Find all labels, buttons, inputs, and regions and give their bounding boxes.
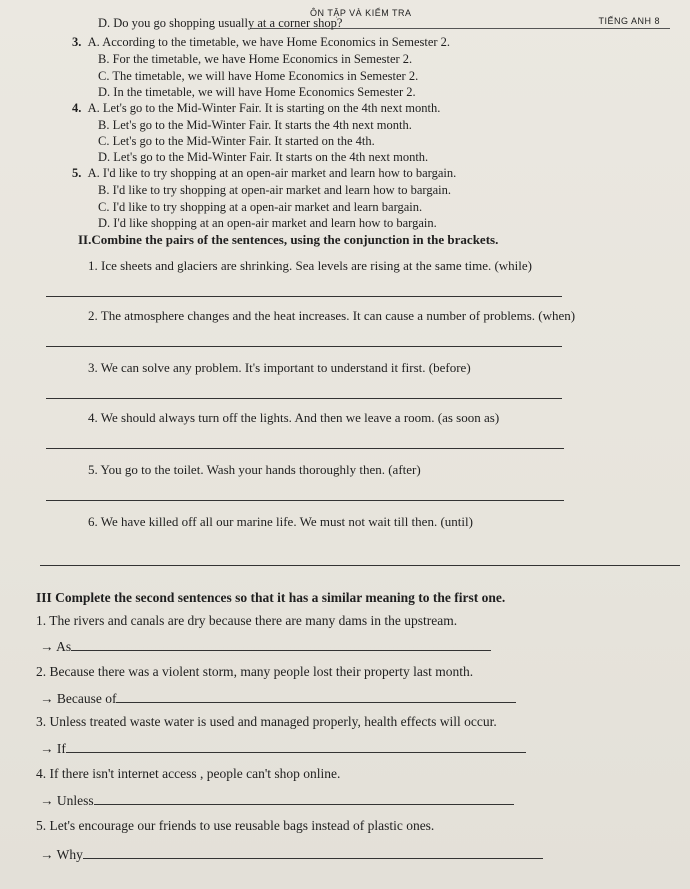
- answer-blank[interactable]: [66, 740, 526, 753]
- transform-answer-2[interactable]: [40, 690, 516, 707]
- answer-line-5[interactable]: [46, 500, 564, 501]
- transform-answer-1[interactable]: [40, 638, 491, 655]
- answer-blank[interactable]: [83, 846, 543, 859]
- arrow-icon: →: [40, 741, 54, 756]
- arrow-icon: →: [40, 847, 54, 862]
- combine-item-4: 4. We should always turn off the lights. And then we leave a room. (as soon as): [88, 410, 500, 425]
- transform-answer-3[interactable]: [40, 740, 526, 757]
- transform-item-3: 3. Unless treated waste water is used and managed properly, health effects will occur.: [36, 714, 497, 729]
- arrow-icon: →: [40, 793, 54, 808]
- transform-item-5: 5. Let's encourage our friends to use reusable bags instead of plastic ones.: [36, 818, 435, 833]
- answer-line-6[interactable]: [40, 565, 680, 566]
- answer-blank[interactable]: [71, 638, 491, 651]
- header-subject: TIẾNG ANH 8: [598, 16, 660, 26]
- option-line: B. Let's go to the Mid-Winter Fair. It starts the 4th next month.: [98, 118, 412, 132]
- answer-prefix: If: [56, 741, 66, 756]
- answer-prefix: Because of: [56, 691, 117, 706]
- arrow-icon: →: [40, 639, 54, 654]
- option-line: C. I'd like to try shopping at a open-air market and learn bargain.: [98, 200, 423, 214]
- combine-item-5: 5. You go to the toilet. Wash your hands thoroughly then. (after): [88, 462, 421, 477]
- answer-line-3[interactable]: [46, 398, 562, 399]
- option-line: C. The timetable, we will have Home Economics in Semester 2.: [98, 69, 419, 83]
- answer-line-1[interactable]: [46, 296, 562, 297]
- option-line: 5. A. I'd like to try shopping at an open-air market and learn how to bargain.: [72, 166, 457, 180]
- combine-item-3: 3. We can solve any problem. It's important to understand it first. (before): [88, 360, 471, 375]
- transform-item-2: 2. Because there was a violent storm, many people lost their property last month.: [36, 664, 474, 679]
- answer-line-2[interactable]: [46, 346, 562, 347]
- answer-prefix: As: [56, 639, 72, 654]
- option-line: D. Let's go to the Mid-Winter Fair. It starts on the 4th next month.: [98, 150, 429, 164]
- section-3-title: III Complete the second sentences so that it has a similar meaning to the first one.: [36, 590, 506, 605]
- option-line: 3. A. According to the timetable, we have Home Economics in Semester 2.: [72, 35, 451, 49]
- answer-prefix: Why: [56, 847, 83, 862]
- option-line: D. In the timetable, we will have Home Economics Semester 2.: [98, 85, 416, 99]
- transform-answer-4[interactable]: [40, 792, 514, 809]
- header-title: ÔN TẬP VÀ KIỂM TRA: [310, 8, 412, 18]
- combine-item-6: 6. We have killed off all our marine life. We must not wait till then. (until): [88, 514, 473, 529]
- option-line: C. Let's go to the Mid-Winter Fair. It started on the 4th.: [98, 134, 375, 148]
- combine-item-1: 1. Ice sheets and glaciers are shrinking. Sea levels are rising at the same time. (while): [88, 258, 533, 273]
- transform-item-4: 4. If there isn't internet access , people can't shop online.: [36, 766, 341, 781]
- answer-prefix: Unless: [56, 793, 94, 808]
- answer-blank[interactable]: [94, 792, 514, 805]
- option-line: 4. A. Let's go to the Mid-Winter Fair. It is starting on the 4th next month.: [72, 101, 441, 115]
- transform-item-1: 1. The rivers and canals are dry because there are many dams in the upstream.: [36, 613, 458, 628]
- option-line: D. I'd like shopping at an open-air market and learn how to bargain.: [98, 216, 437, 230]
- transform-answer-5[interactable]: [40, 846, 543, 863]
- section-2-title: II.Combine the pairs of the sentences, using the conjunction in the brackets.: [78, 232, 499, 247]
- answer-blank[interactable]: [116, 690, 516, 703]
- combine-item-2: 2. The atmosphere changes and the heat increases. It can cause a number of problems. (when): [88, 308, 576, 323]
- option-line: B. For the timetable, we have Home Economics in Semester 2.: [98, 52, 413, 66]
- option-line: D. Do you go shopping usually at a corner shop?: [98, 16, 343, 30]
- option-line: B. I'd like to try shopping at open-air market and learn how to bargain.: [98, 183, 451, 197]
- arrow-icon: →: [40, 691, 54, 706]
- answer-line-4[interactable]: [46, 448, 564, 449]
